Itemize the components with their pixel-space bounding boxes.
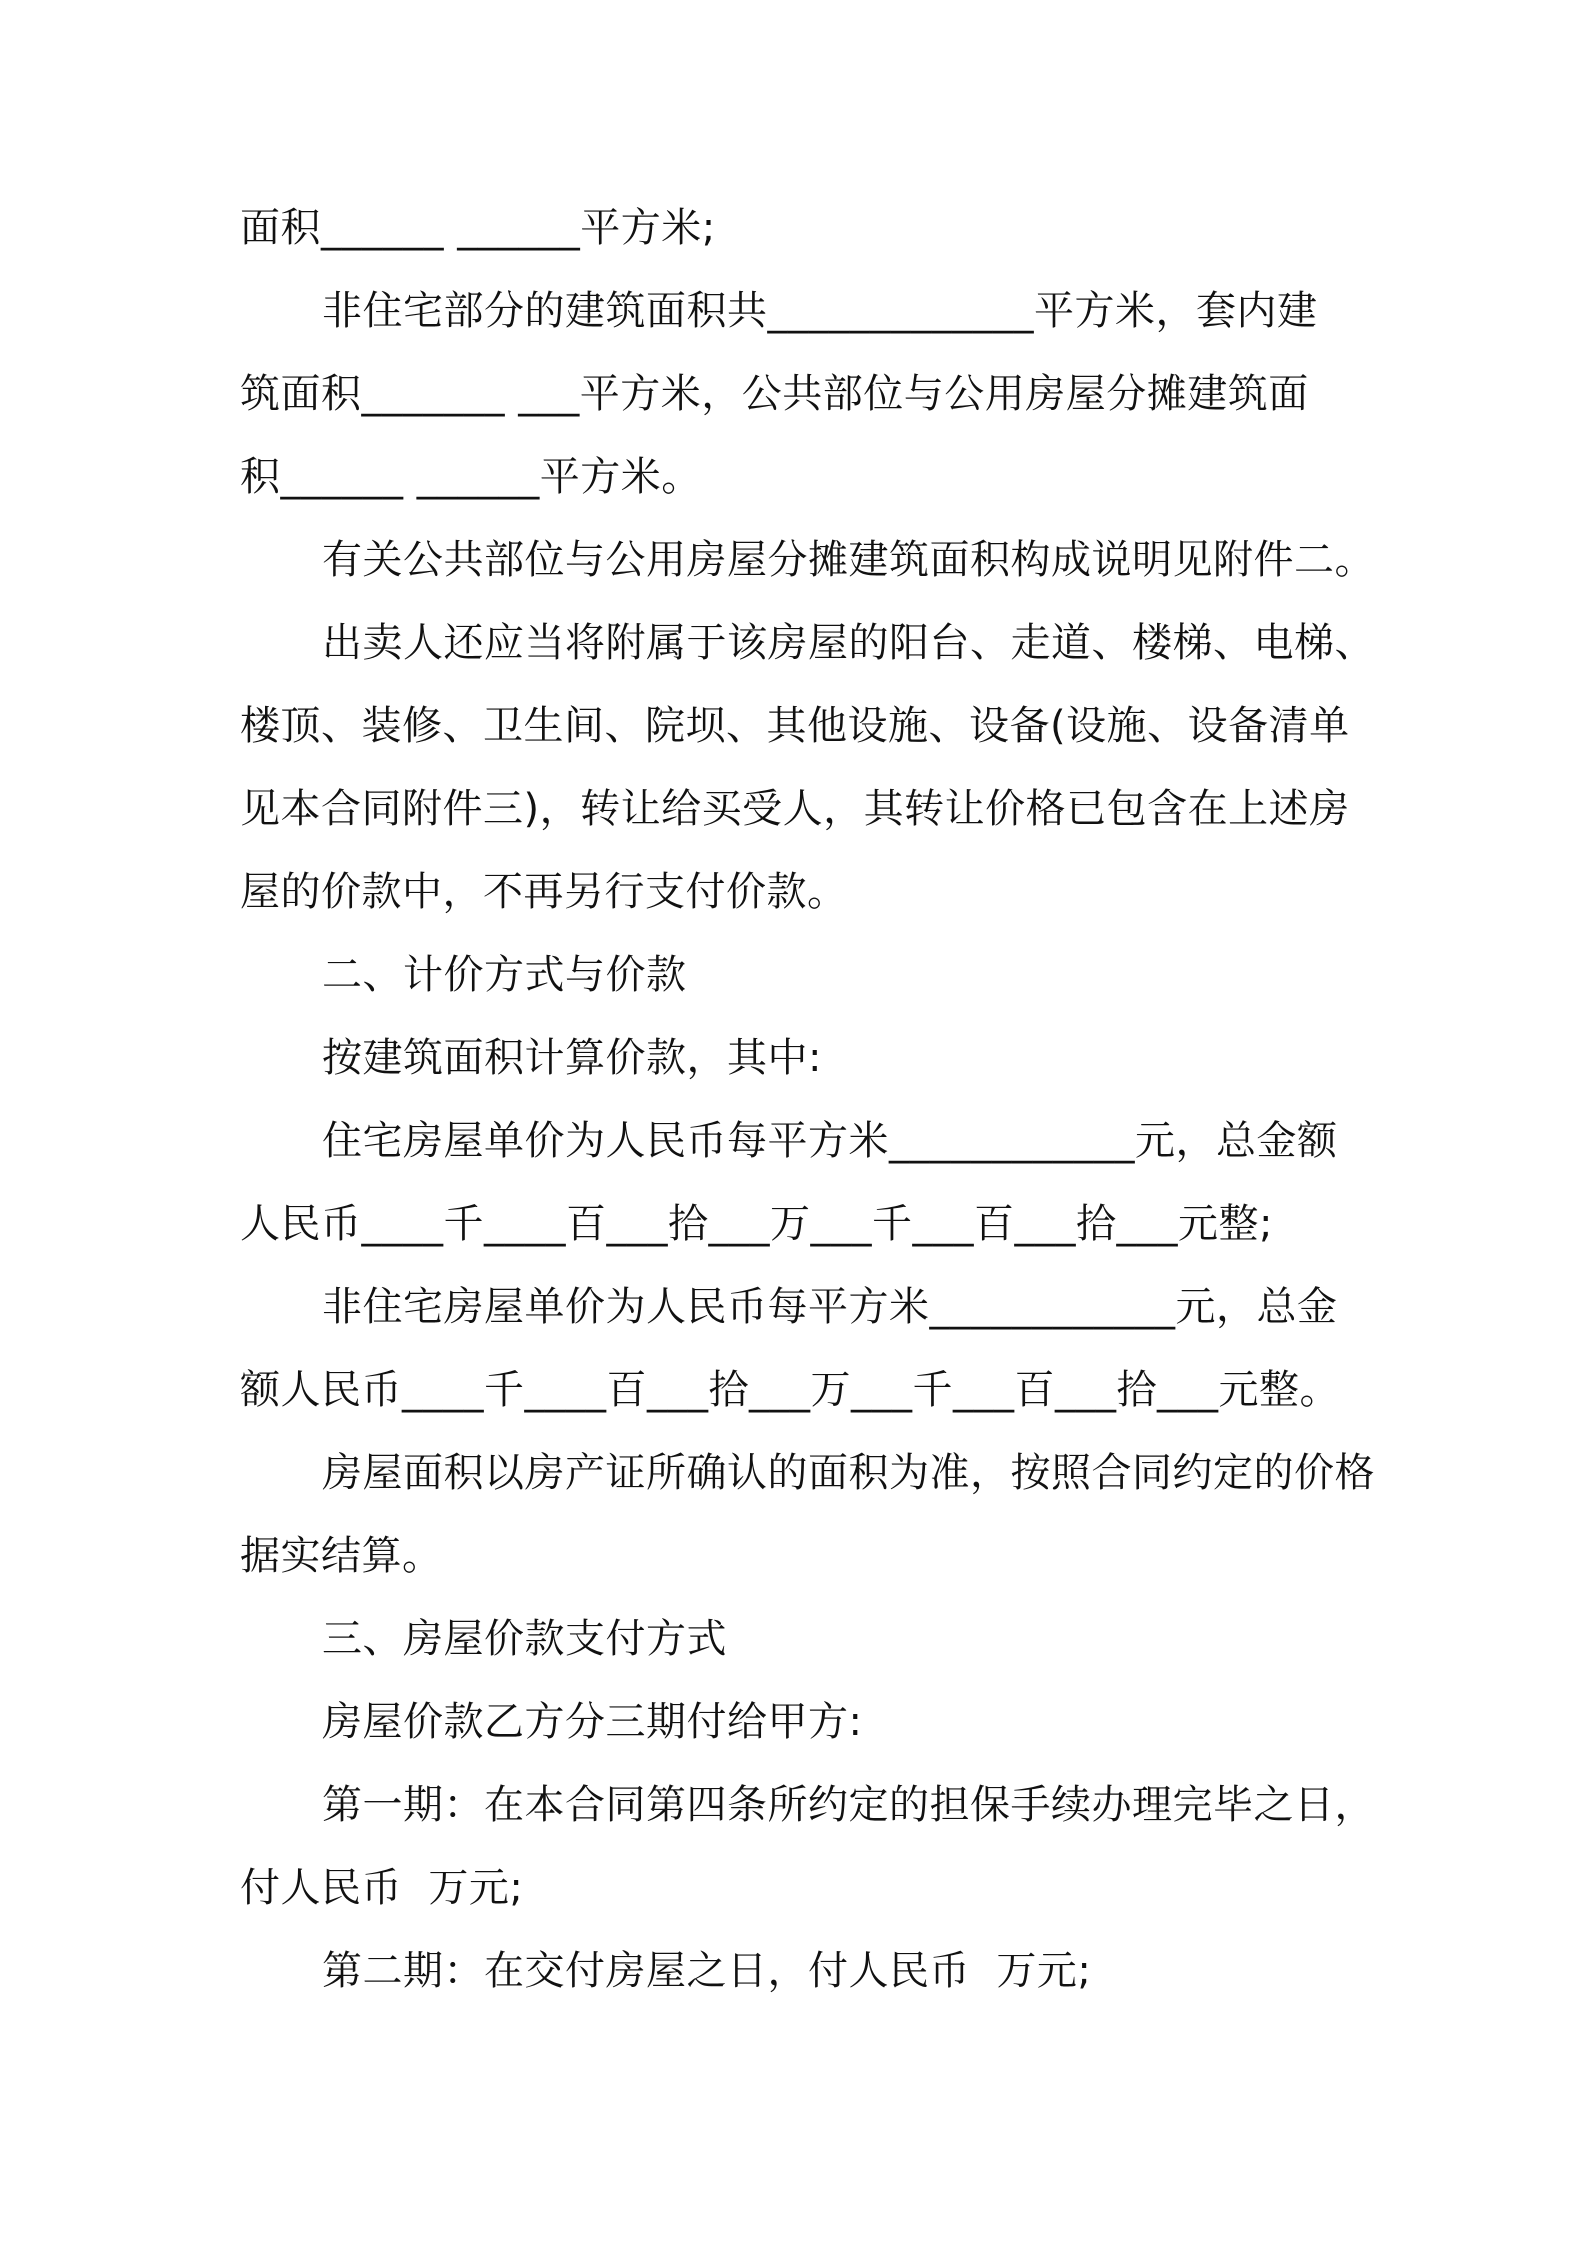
text-line-3: 筑面积_______ ___平方米，公共部位与公用房屋分摊建筑面 [240, 371, 1309, 417]
text-line-6: 出卖人还应当将附属于该房屋的阳台、走道、楼梯、电梯、 [322, 620, 1375, 666]
text-line-21: 付人民币 万元; [240, 1865, 524, 1911]
text-line-5: 有关公共部位与公用房屋分摊建筑面积构成说明见附件二。 [322, 537, 1375, 583]
text-line-1: 面积______ ______平方米; [240, 205, 716, 251]
text-line-19: 房屋价款乙方分三期付给甲方: [322, 1699, 863, 1745]
text-line-14: 非住宅房屋单价为人民币每平方米____________元，总金 [322, 1284, 1338, 1330]
section-heading-2: 二、计价方式与价款 [322, 952, 687, 998]
text-line-17: 据实结算。 [240, 1533, 443, 1579]
section-heading-3: 三、房屋价款支付方式 [322, 1616, 727, 1662]
text-line-4: 积______ ______平方米。 [240, 454, 702, 500]
text-line-12: 住宅房屋单价为人民币每平方米____________元，总金额 [322, 1118, 1338, 1164]
text-line-13: 人民币____千____百___拾___万___千___百___拾___元整; [240, 1201, 1273, 1247]
text-line-15: 额人民币____千____百___拾___万___千___百___拾___元整。 [240, 1367, 1340, 1413]
text-line-9: 屋的价款中，不再另行支付价款。 [240, 869, 848, 915]
text-line-20: 第一期：在本合同第四条所约定的担保手续办理完毕之日， [322, 1782, 1375, 1828]
text-line-2: 非住宅部分的建筑面积共_____________平方米，套内建 [322, 288, 1318, 334]
text-line-22: 第二期：在交付房屋之日，付人民币 万元; [322, 1948, 1092, 1994]
text-line-11: 按建筑面积计算价款，其中: [322, 1035, 822, 1081]
text-line-16: 房屋面积以房产证所确认的面积为准，按照合同约定的价格 [322, 1450, 1375, 1496]
text-line-8: 见本合同附件三)，转让给买受人，其转让价格已包含在上述房 [240, 786, 1350, 832]
text-line-7: 楼顶、装修、卫生间、院坝、其他设施、设备(设施、设备清单 [240, 703, 1350, 749]
